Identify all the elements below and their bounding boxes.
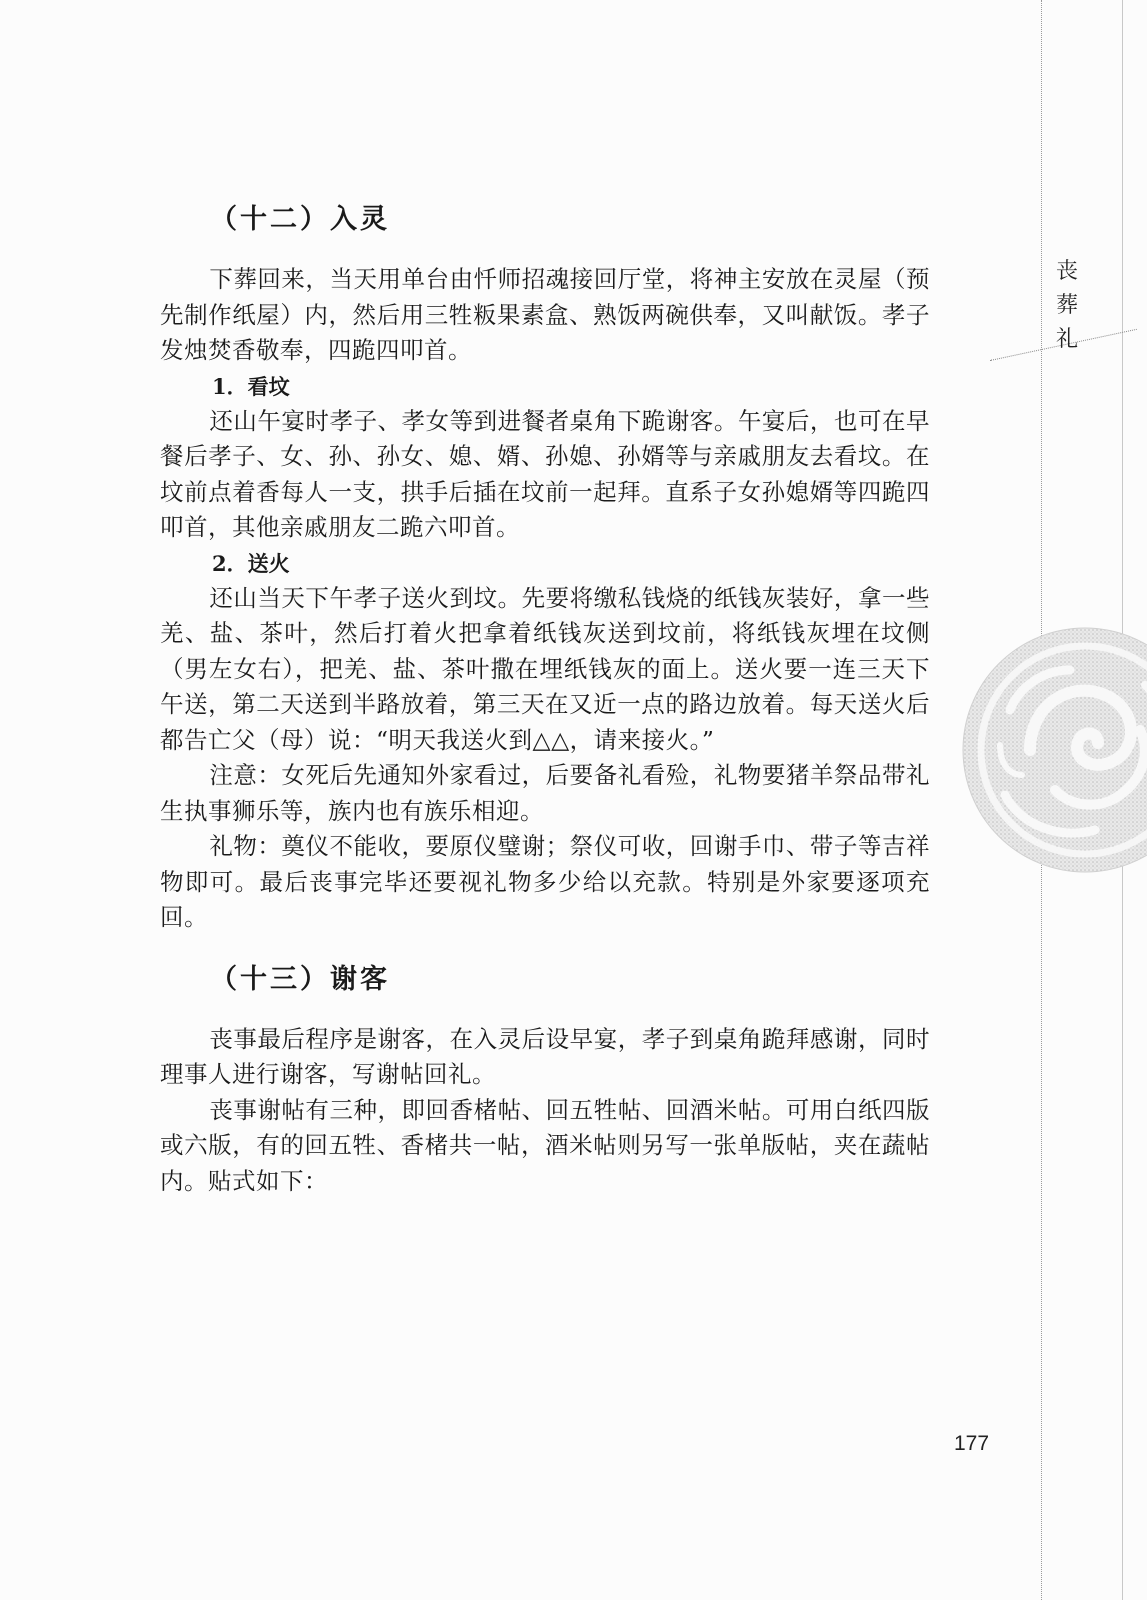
side-tab-char-2: 葬 [1055, 293, 1078, 318]
decorative-medallion-icon [960, 625, 1147, 875]
paragraph-xieke-2: 丧事谢帖有三种，即回香楮帖、回五牲帖、回酒米帖。可用白纸四版或六版，有的回五牲、香楮共一帖，酒米帖则另写一张单版帖，夹在蔬帖内。贴式如下： [160, 1095, 930, 1195]
paragraph-xieke-1: 丧事最后程序是谢客，在入灵后设早宴，孝子到桌角跪拜感谢，同时理事人进行谢客，写谢帖回礼。 [160, 1024, 930, 1088]
side-tab-char-1: 丧 [1055, 259, 1078, 284]
paragraph-gifts: 礼物：奠仪不能收，要原仪璧谢；祭仪可收，回谢手巾、带子等吉祥物即可。最后丧事完毕还要视礼物多少给以充款。特别是外家要逐项充回。 [160, 832, 930, 931]
paragraph-ruling-ling: 下葬回来，当天用单台由忏师招魂接回厅堂，将神主安放在灵屋（预先制作纸屋）内，然后用三牲粄果素盒、熟饭两碗供奉，又叫献饭。孝子发烛焚香敬奉，四跪四叩首。 [160, 265, 930, 364]
main-text-column [160, 200, 930, 1199]
page-number: 177 [954, 1432, 990, 1455]
paragraph-note: 注意：女死后先通知外家看过，后要备礼看殓，礼物要猪羊祭品带礼生执事狮乐等，族内也有族乐相迎。 [160, 761, 930, 825]
section-heading-13: （十三）谢客 [210, 963, 390, 995]
paragraph-kanfen: 还山午宴时孝子、孝女等到进餐者桌角下跪谢客。午宴后，也可在早餐后孝子、女、孙、孙女、媳、婿、孙媳、孙婿等与亲戚朋友去看坟。在坟前点着香每人一支，拱手后插在坟前一起拜。直系子女孙媳婿等四跪四叩首，其他亲戚朋友二跪六叩首。 [160, 406, 930, 541]
subheading-songhuo: 2．送火 [212, 550, 290, 576]
side-tab-char-3: 礼 [1055, 327, 1078, 352]
subheading-kanfen: 1．看坟 [212, 373, 290, 399]
paragraph-songhuo: 还山当天下午孝子送火到坟。先要将缴私钱烧的纸钱灰装好，拿一些羌、盐、茶叶，然后打着火把拿着纸钱灰送到坟前，将纸钱灰埋在坟侧（男左女右），把羌、盐、茶叶撒在埋纸钱灰的面上。送火要一连三天下午送，第二天送到半路放着，第三天在又近一点的路边放着。每天送火后都告亡父（母）说：“明天我送火到△△，请来接火。” [160, 583, 930, 754]
section-heading-12: （十二）入灵 [210, 204, 390, 235]
chapter-side-tab [1042, 230, 1092, 370]
